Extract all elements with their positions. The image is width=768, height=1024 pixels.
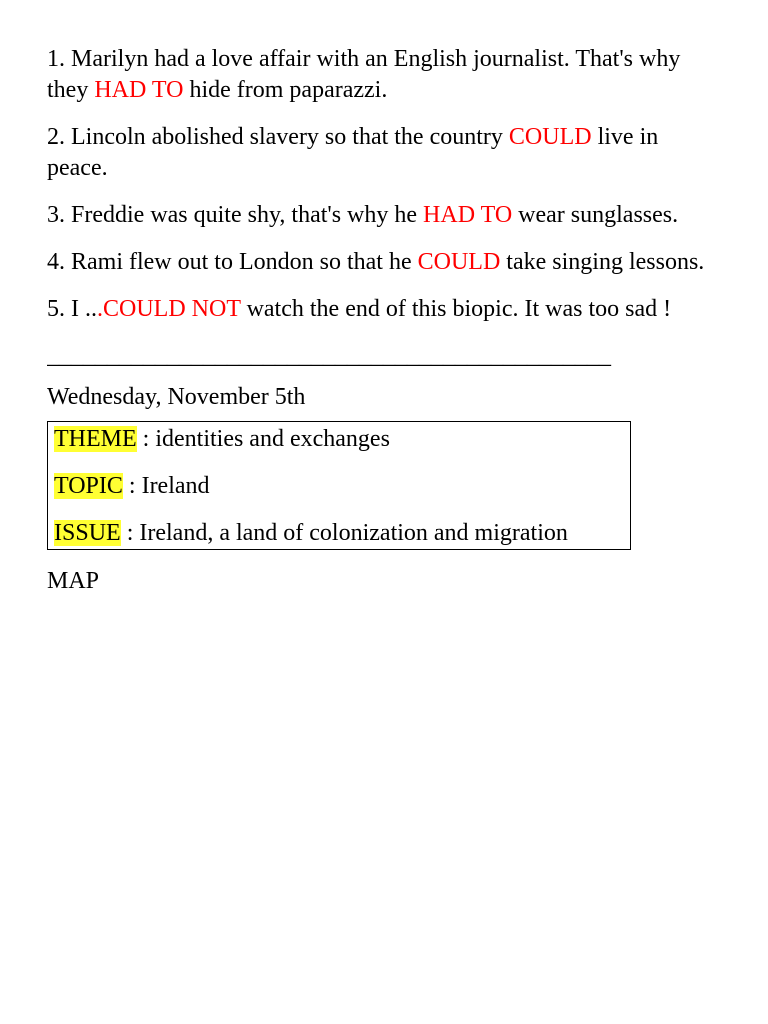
answer-highlight: .COULD NOT xyxy=(97,296,241,322)
item-text: 3. Freddie was quite shy, that's why he xyxy=(47,202,424,228)
item-text: 1. Marilyn had a love affair with an English journalist. That's why they xyxy=(47,46,681,103)
separator-line: _______________________________________________ xyxy=(47,343,611,369)
exercise-item-4 xyxy=(47,247,707,278)
theme-label: THEME xyxy=(54,426,137,452)
lesson-date: Wednesday, November 5th xyxy=(47,384,306,410)
issue-label: ISSUE xyxy=(54,520,121,546)
answer-highlight: HAD TO xyxy=(94,77,184,103)
exercise-item-3 xyxy=(47,200,707,231)
item-text: watch the end of this biopic. It was too sad ! xyxy=(240,296,672,322)
item-text: hide from paparazzi. xyxy=(183,77,388,103)
lesson-info-box xyxy=(47,421,631,550)
topic-label: TOPIC xyxy=(54,473,123,499)
document-page xyxy=(47,44,707,597)
map-heading: MAP xyxy=(47,568,100,594)
answer-highlight: COULD xyxy=(508,124,592,150)
exercise-item-1 xyxy=(47,44,707,106)
answer-highlight: COULD xyxy=(417,249,501,275)
issue-line xyxy=(54,518,630,549)
item-text: 2. Lincoln abolished slavery so that the country xyxy=(47,124,509,150)
item-text: 4. Rami flew out to London so that he xyxy=(47,249,418,275)
theme-value: : identities and exchanges xyxy=(136,426,390,452)
topic-line xyxy=(54,471,630,502)
issue-value: : Ireland, a land of colonization and migration xyxy=(120,520,568,546)
answer-highlight: HAD TO xyxy=(423,202,513,228)
item-text: live in peace. xyxy=(47,124,659,181)
exercise-item-2 xyxy=(47,122,707,184)
topic-value: : Ireland xyxy=(122,473,210,499)
theme-line xyxy=(54,424,630,455)
item-text: wear sunglasses. xyxy=(512,202,679,228)
exercise-item-5 xyxy=(47,294,707,325)
item-text: 5. I .. xyxy=(47,296,97,322)
item-text: take singing lessons. xyxy=(500,249,705,275)
